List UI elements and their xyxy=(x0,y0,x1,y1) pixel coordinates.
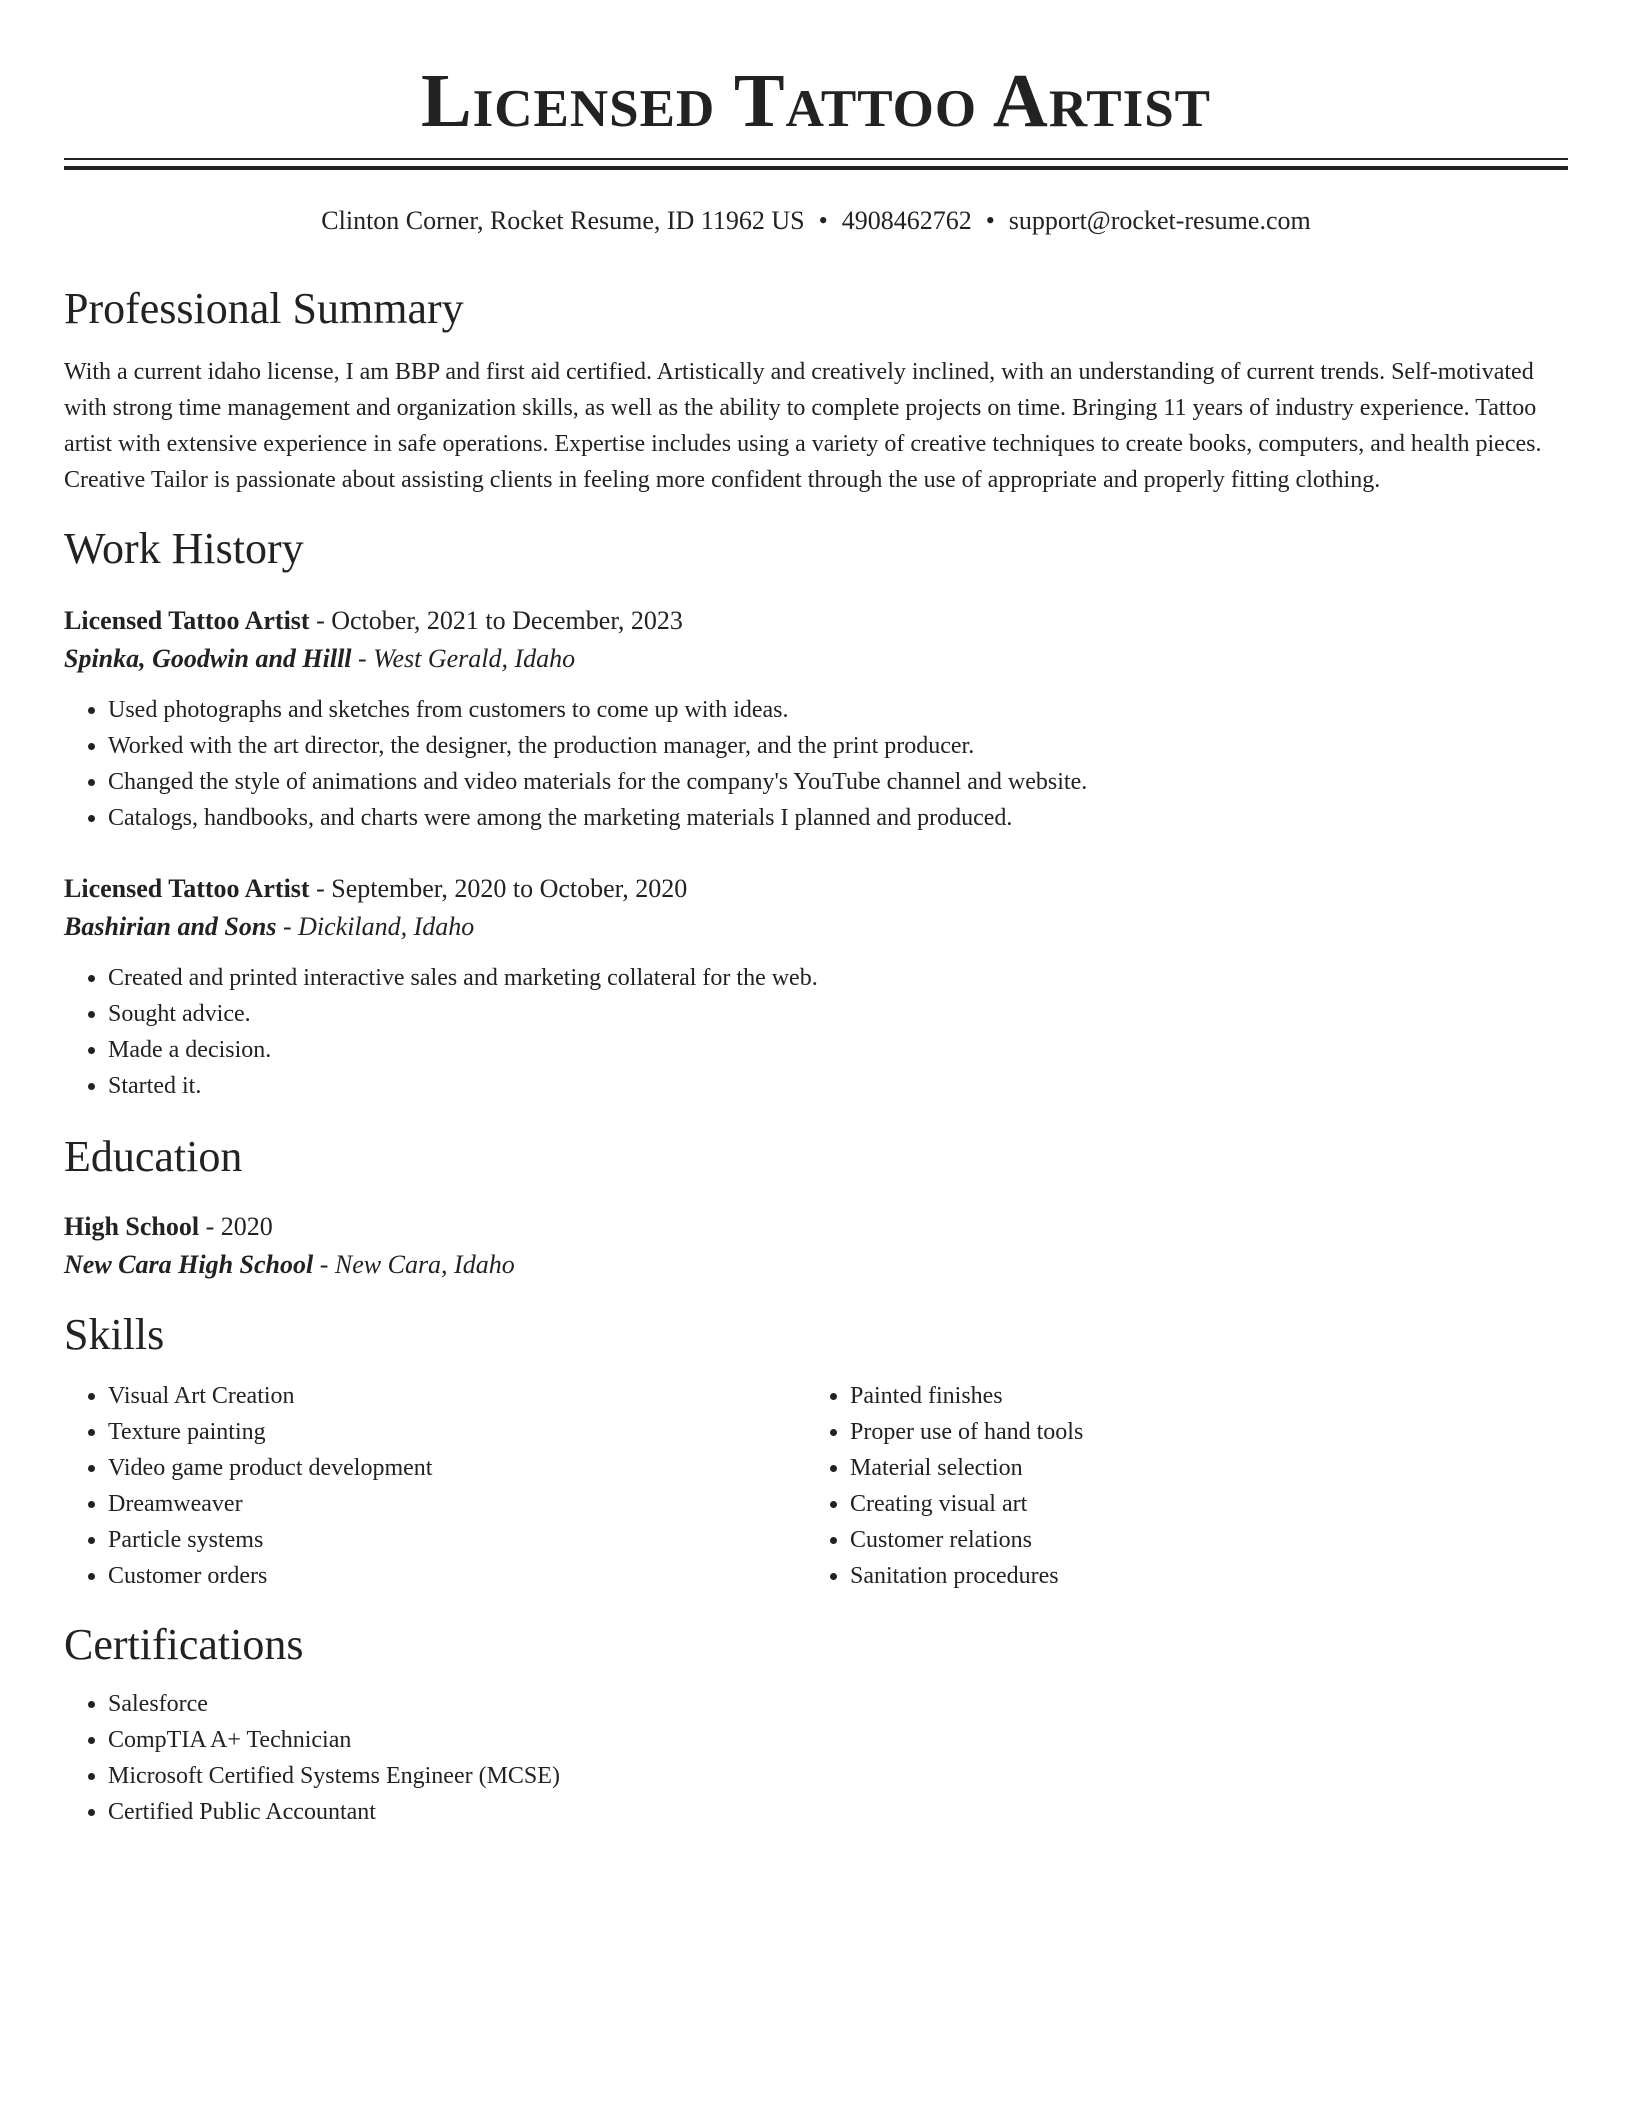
job-bullets xyxy=(64,960,1568,1104)
job-entry xyxy=(64,602,1568,836)
skills-heading: Skills xyxy=(64,1310,165,1359)
skill-item: • Dreamweaver xyxy=(108,1486,806,1522)
job-bullet: • Worked with the art director, the designer, the production manager, and the print producer. xyxy=(108,728,1568,764)
header-rule-thick xyxy=(64,166,1568,170)
job-bullet: • Created and printed interactive sales and marketing collateral for the web. xyxy=(108,960,1568,996)
skills-grid xyxy=(64,1378,1568,1594)
certification-item: • Certified Public Accountant xyxy=(108,1794,1568,1830)
summary-heading: Professional Summary xyxy=(64,284,464,333)
skill-item: • Customer orders xyxy=(108,1558,806,1594)
job-location: - Dickiland, Idaho xyxy=(276,912,475,941)
certification-item: • Salesforce xyxy=(108,1686,1568,1722)
certifications-heading: Certifications xyxy=(64,1620,304,1669)
education-location: - New Cara, Idaho xyxy=(313,1250,515,1279)
contact-separator: • xyxy=(818,206,828,235)
job-bullet: • Started it. xyxy=(108,1068,1568,1104)
education-school: New Cara High School xyxy=(64,1250,314,1279)
contact-phone: 4908462762 xyxy=(841,206,972,235)
job-location: - West Gerald, Idaho xyxy=(351,644,576,673)
skill-item: • Texture painting xyxy=(108,1414,806,1450)
summary-text: With a current idaho license, I am BBP and first aid certified. Artistically and creatively inclined, with an understanding of current trends. Self-motivated with strong time management and organization skills, as well as the ability to complete projects on time. Bringing 11 years of industry experience. Tattoo artist with extensive experience in safe operations. Expertise includes using a variety of creative techniques to create books, computers, and health pieces. Creative Tailor is passionate about assisting clients in feeling more confident through the use of appropriate and properly fitting clothing. xyxy=(64,359,1542,493)
education-year: - 2020 xyxy=(199,1212,273,1241)
skill-item: • Customer relations xyxy=(850,1522,1548,1558)
education-degree: High School xyxy=(64,1212,200,1241)
job-role: Licensed Tattoo Artist xyxy=(64,606,310,635)
job-dates: - September, 2020 to October, 2020 xyxy=(309,874,688,903)
skill-item: • Particle systems xyxy=(108,1522,806,1558)
job-bullet: • Made a decision. xyxy=(108,1032,1568,1068)
job-dates: - October, 2021 to December, 2023 xyxy=(309,606,683,635)
certifications-list xyxy=(64,1686,1568,1830)
job-bullet: • Catalogs, handbooks, and charts were among the marketing materials I planned and produced. xyxy=(108,800,1568,836)
work-history-heading: Work History xyxy=(64,524,304,573)
contact-email: support@rocket-resume.com xyxy=(1008,206,1311,235)
education-school-line xyxy=(64,1246,1568,1284)
job-bullet: • Sought advice. xyxy=(108,996,1568,1032)
job-company-line xyxy=(64,908,1568,946)
certification-item: • Microsoft Certified Systems Engineer (MCSE) xyxy=(108,1758,1568,1794)
skill-item: • Creating visual art xyxy=(850,1486,1548,1522)
certification-item: • CompTIA A+ Technician xyxy=(108,1722,1568,1758)
education-heading: Education xyxy=(64,1132,243,1181)
job-company: Bashirian and Sons xyxy=(64,912,277,941)
skill-item: • Video game product development xyxy=(108,1450,806,1486)
skills-column-left xyxy=(64,1378,806,1594)
skill-item: • Visual Art Creation xyxy=(108,1378,806,1414)
education-degree-line xyxy=(64,1208,1568,1246)
contact-address: Clinton Corner, Rocket Resume, ID 11962 US xyxy=(321,206,805,235)
resume-name: Licensed Tattoo Artist xyxy=(420,59,1212,143)
header-rule-thin xyxy=(64,158,1568,160)
job-entry xyxy=(64,870,1568,1104)
job-bullet: • Changed the style of animations and video materials for the company's YouTube channel and website. xyxy=(108,764,1568,800)
skill-item: • Painted finishes xyxy=(850,1378,1548,1414)
job-bullets xyxy=(64,692,1568,836)
education-entry xyxy=(64,1208,1568,1284)
job-title-line xyxy=(64,602,1568,640)
contact-line xyxy=(64,204,1568,238)
skills-column-right xyxy=(806,1378,1548,1594)
skill-item: • Material selection xyxy=(850,1450,1548,1486)
job-company: Spinka, Goodwin and Hilll xyxy=(64,644,352,673)
job-company-line xyxy=(64,640,1568,678)
skill-item: • Proper use of hand tools xyxy=(850,1414,1548,1450)
job-bullet: • Used photographs and sketches from customers to come up with ideas. xyxy=(108,692,1568,728)
job-role: Licensed Tattoo Artist xyxy=(64,874,310,903)
job-title-line xyxy=(64,870,1568,908)
skill-item: • Sanitation procedures xyxy=(850,1558,1548,1594)
contact-separator: • xyxy=(985,206,995,235)
